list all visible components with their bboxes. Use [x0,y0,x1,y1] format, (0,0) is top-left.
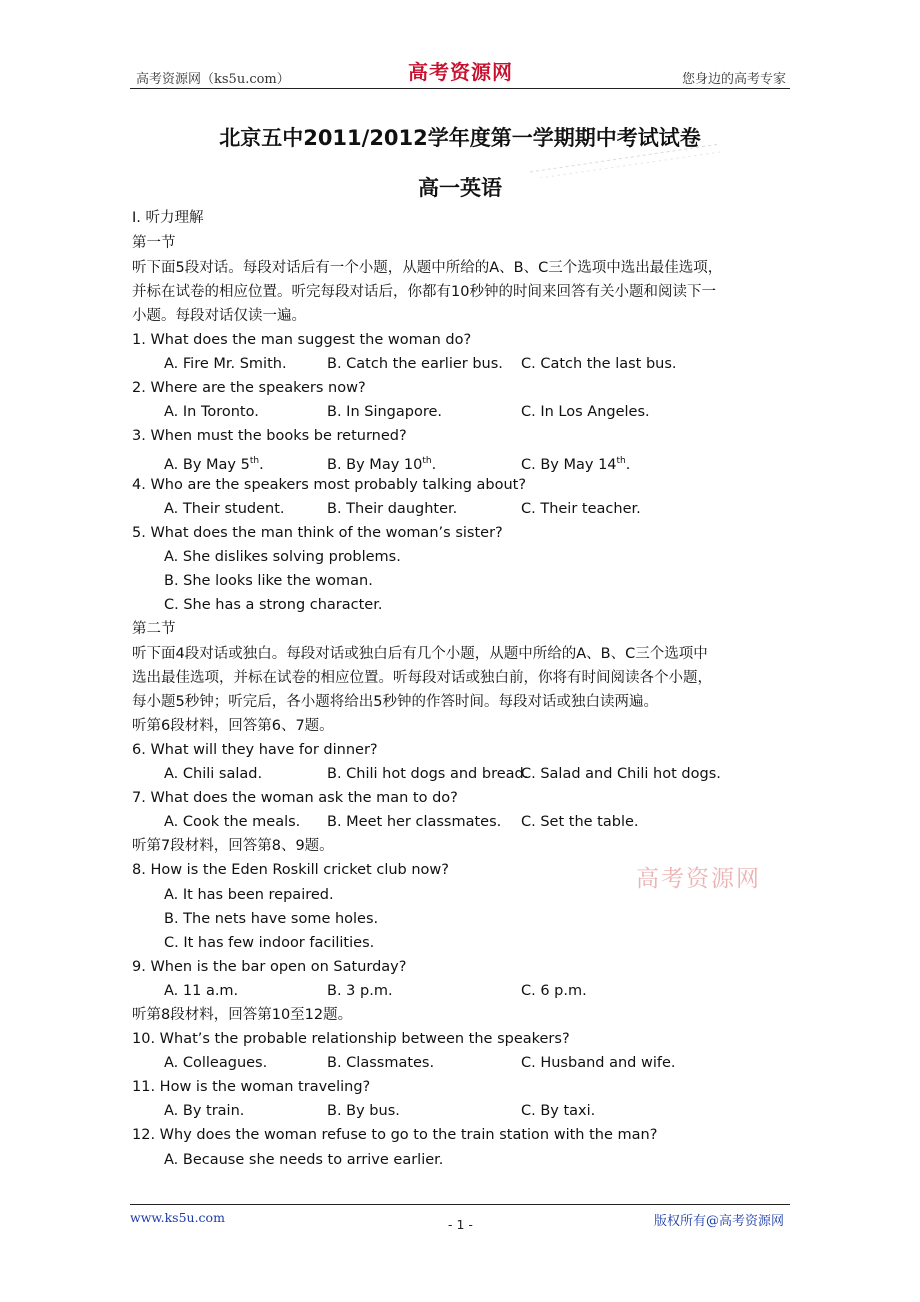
question-5: 5. What does the man think of the woman’s sister? [132,525,503,541]
option-c: C. 6 p.m. [521,983,587,999]
material-heading: 听第6段材料，回答第6、7题。 [132,718,334,734]
option-c [521,451,630,475]
question-9: 9. When is the bar open on Saturday? [132,959,407,975]
page-title: 北京五中2011/2012学年度第一学期期中考试试卷 [219,126,701,150]
header-slogan: 您身边的高考专家 [681,72,786,87]
material-heading: 听第7段材料，回答第8、9题。 [132,838,334,854]
ordinal-suffix: th [249,456,260,466]
question-6: 6. What will they have for dinner? [132,742,378,758]
option-period: . [625,456,631,473]
option-b: B. Their daughter. [327,501,458,517]
option-a: A. Because she needs to arrive earlier. [164,1152,444,1168]
ordinal-suffix: th [616,456,626,466]
option-a: A. Fire Mr. Smith. [164,356,287,372]
option-period: . [259,456,264,473]
option-a: A. Cook the meals. [164,814,301,830]
option-c: C. Salad and Chili hot dogs. [521,766,721,782]
option-period: . [431,456,437,473]
option-b: B. In Singapore. [327,404,443,420]
header-site-name: 高考资源网（ks5u.com） [136,72,290,87]
option-c: C. Husband and wife. [521,1055,676,1071]
option-a: A. 11 a.m. [164,983,239,999]
question-7: 7. What does the woman ask the man to do? [132,790,458,806]
option-c: C. Catch the last bus. [521,356,677,372]
instruction-line: 选出最佳选项，并标在试卷的相应位置。听每段对话或独白前，你将有时间阅读各个小题， [132,670,712,686]
instruction-line: 小题。每段对话仅读一遍。 [132,308,306,324]
part-one-heading: 第一节 [132,235,176,251]
part-two-heading: 第二节 [132,621,176,637]
option-c: C. Set the table. [521,814,639,830]
option-b [327,451,436,475]
footer-copyright: 版权所有@高考资源网 [653,1214,784,1229]
option-b: B. The nets have some holes. [164,911,379,927]
question-3: 3. When must the books be returned? [132,428,407,444]
option-a: A. Their student. [164,501,285,517]
question-1: 1. What does the man suggest the woman do? [132,332,472,348]
option-b: B. Classmates. [327,1055,435,1071]
instruction-line: 听下面4段对话或独白。每段对话或独白后有几个小题，从题中所给的A、B、C三个选项中 [132,646,708,662]
question-10: 10. What’s the probable relationship between the speakers? [132,1031,570,1047]
option-b: B. By bus. [327,1103,400,1119]
option-a: A. Colleagues. [164,1055,268,1071]
option-c: C. Their teacher. [521,501,641,517]
option-c: C. She has a strong character. [164,597,383,613]
footer-site-link[interactable]: www.ks5u.com [130,1210,225,1225]
option-text: A. By May 5 [164,456,250,473]
watermark: 高考资源网 [636,866,761,892]
option-c: C. It has few indoor facilities. [164,935,375,951]
option-text: B. By May 10 [327,456,423,473]
question-8: 8. How is the Eden Roskill cricket club now? [132,862,449,878]
section-heading: I. 听力理解 [132,210,204,226]
option-a: A. Chili salad. [164,766,263,782]
option-b: B. 3 p.m. [327,983,393,999]
option-a: A. In Toronto. [164,404,259,420]
instruction-line: 听下面5段对话。每段对话后有一个小题，从题中所给的A、B、C三个选项中选出最佳选项， [132,260,723,276]
option-b: B. She looks like the woman. [164,573,373,589]
option-b: B. Meet her classmates. [327,814,502,830]
option-text: C. By May 14 [521,456,617,473]
option-a [164,451,264,475]
option-a: A. She dislikes solving problems. [164,549,401,565]
option-a: A. By train. [164,1103,245,1119]
question-2: 2. Where are the speakers now? [132,380,366,396]
page-header [130,56,790,89]
header-logo: 高考资源网 [408,60,513,84]
page-number: - 1 - [448,1217,473,1232]
page-footer [130,1204,790,1245]
instruction-line: 每小题5秒钟；听完后，各小题将给出5秒钟的作答时间。每段对话或独白读两遍。 [132,694,658,710]
ordinal-suffix: th [422,456,432,466]
option-c: C. In Los Angeles. [521,404,650,420]
option-b: B. Chili hot dogs and bread. [327,766,529,782]
instruction-line: 并标在试卷的相应位置。听完每段对话后，你都有10秒钟的时间来回答有关小题和阅读下一 [132,284,716,300]
option-a: A. It has been repaired. [164,887,334,903]
option-b: B. Catch the earlier bus. [327,356,503,372]
page-subtitle: 高一英语 [418,176,502,200]
question-12: 12. Why does the woman refuse to go to the train station with the man? [132,1127,658,1143]
question-4: 4. Who are the speakers most probably talking about? [132,477,527,493]
question-11: 11. How is the woman traveling? [132,1079,371,1095]
option-c: C. By taxi. [521,1103,596,1119]
material-heading: 听第8段材料，回答第10至12题。 [132,1007,353,1023]
